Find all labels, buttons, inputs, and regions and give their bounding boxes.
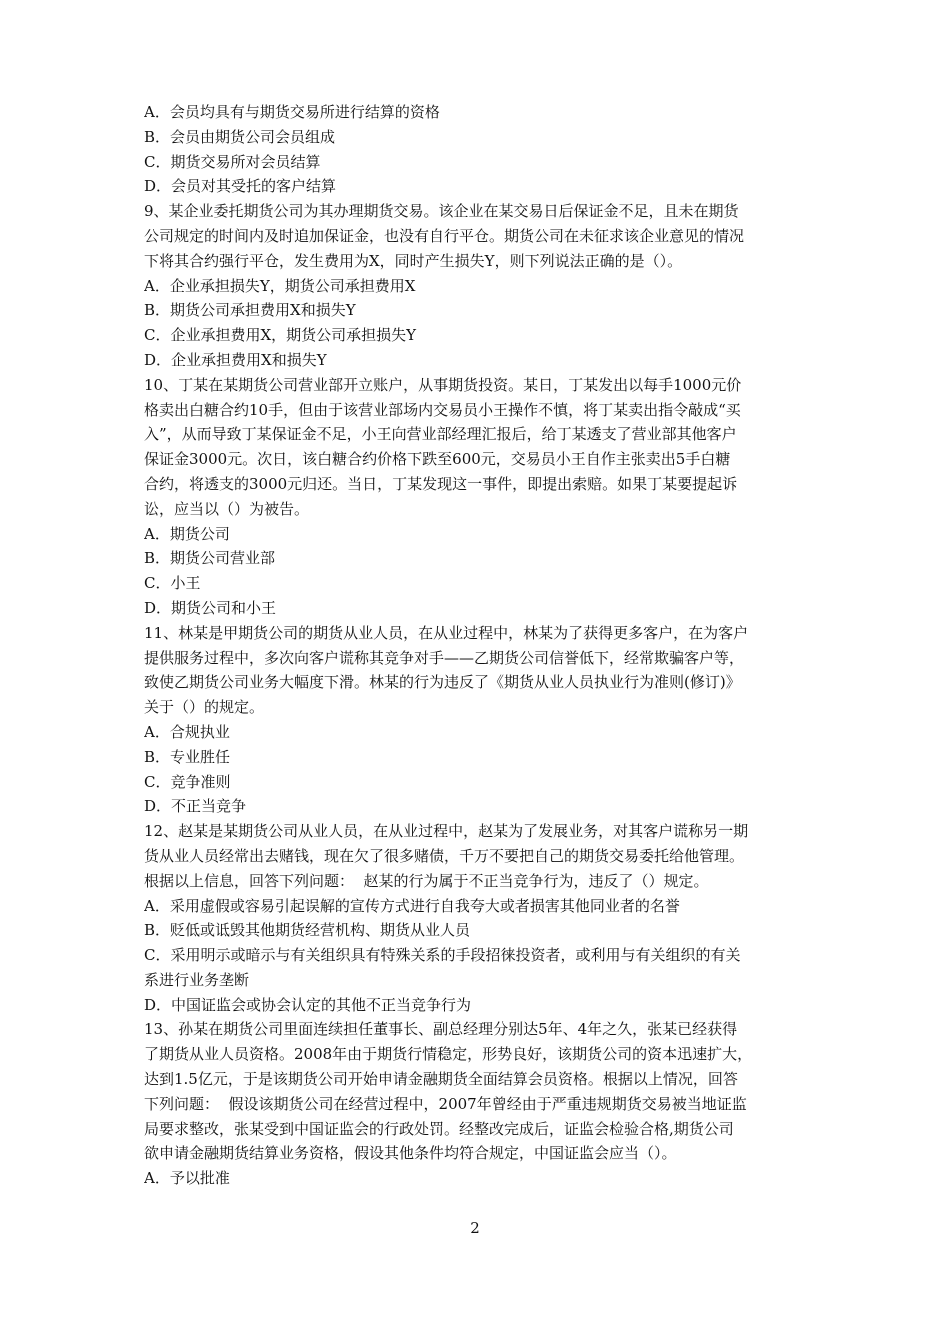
text-line: A．会员均具有与期货交易所进行结算的资格 (144, 103, 440, 121)
text-line: 13、孙某在期货公司里面连续担任董事长、副总经理分别达5年、4年之久，张某已经获得 (144, 1020, 738, 1039)
text-line: D．会员对其受托的客户结算 (144, 177, 337, 196)
text-line: 讼，应当以（）为被告。 (144, 499, 310, 518)
text-line: 系进行业务垄断 (144, 970, 250, 989)
text-line: 下将其合约强行平仓，发生费用为X，同时产生损失Y，则下列说法正确的是（）。 (144, 251, 683, 270)
document-page (144, 100, 816, 1191)
text-line: 根据以上信息，回答下列问题： 赵某的行为属于不正当竞争行为，违反了（）规定。 (144, 871, 709, 890)
text-line: 欲申请金融期货结算业务资格，假设其他条件均符合规定，中国证监会应当（）。 (144, 1144, 677, 1163)
text-line: 保证金3000元。次日，该白糖合约价格下跌至600元，交易员小王自作主张卖出5手白糖 (144, 450, 731, 469)
text-line: C．期货交易所对会员结算 (144, 152, 321, 171)
text-line: B．专业胜任 (144, 747, 231, 766)
text-line: C．采用明示或暗示与有关组织具有特殊关系的手段招徕投资者，或利用与有关组织的有关 (144, 946, 741, 965)
text-line: B．会员由期货公司会员组成 (144, 127, 336, 146)
text-line: B．期货公司承担费用X和损失Y (144, 301, 356, 320)
text-line: D．中国证监会或协会认定的其他不正当竞争行为 (144, 995, 472, 1014)
text-line: A．期货公司 (144, 524, 230, 543)
text-line: 致使乙期货公司业务大幅度下滑。林某的行为违反了《期货从业人员执业行为准则(修订)》 (144, 673, 741, 692)
text-line: 入”，从而导致丁某保证金不足，小王向营业部经理汇报后，给丁某透支了营业部其他客户 (144, 425, 737, 444)
text-line: B．贬低或诋毁其他期货经营机构、期货从业人员 (144, 921, 471, 940)
text-line: C．企业承担费用X，期货公司承担损失Y (144, 326, 417, 345)
text-line: 10、丁某在某期货公司营业部开立账户，从事期货投资。某日，丁某发出以每手1000元价 (144, 375, 742, 394)
text-line: 局要求整改，张某受到中国证监会的行政处罚。经整改完成后，证监会检验合格,期货公司 (144, 1119, 734, 1138)
text-line: 提供服务过程中，多次向客户谎称其竞争对手——乙期货公司信誉低下，经常欺骗客户等， (144, 648, 745, 667)
text-line: A．予以批准 (144, 1169, 230, 1188)
text-line: 12、赵某是某期货公司从业人员，在从业过程中，赵某为了发展业务，对其客户谎称另一期 (144, 822, 749, 841)
text-line: A．采用虚假或容易引起误解的宣传方式进行自我夸大或者损害其他同业者的名誉 (144, 896, 680, 915)
text-line: 格卖出白糖合约10手，但由于该营业部场内交易员小王操作不慎，将丁某卖出指令敲成“买 (144, 400, 741, 419)
text-line: 下列问题： 假设该期货公司在经营过程中，2007年曾经由于严重违规期货交易被当地证监 (144, 1094, 747, 1113)
text-line: 9、某企业委托期货公司为其办理期货交易。该企业在某交易日后保证金不足，且未在期货 (144, 202, 739, 221)
text-line: 达到1.5亿元，于是该期货公司开始申请金融期货全面结算会员资格。根据以上情况，回答 (144, 1070, 738, 1089)
text-line: D．企业承担费用X和损失Y (144, 350, 327, 369)
text-line: D．期货公司和小王 (144, 598, 277, 617)
text-line: B．期货公司营业部 (144, 549, 276, 568)
text-line: D．不正当竞争 (144, 797, 247, 816)
text-line: A．企业承担损失Y，期货公司承担费用X (144, 276, 416, 295)
text-line: 合约，将透支的3000元归还。当日，丁某发现这一事件，即提出索赔。如果丁某要提起诉 (144, 474, 738, 493)
text-line: 关于（）的规定。 (144, 698, 265, 717)
page-number: 2 (470, 1219, 480, 1237)
text-line: A．合规执业 (144, 722, 230, 741)
text-line: C．小王 (144, 574, 201, 593)
text-line: 货从业人员经常出去赌钱，现在欠了很多赌债，千万不要把自己的期货交易委托给他管理。 (144, 846, 745, 865)
text-line: 了期货从业人员资格。2008年由于期货行情稳定，形势良好，该期货公司的资本迅速扩大， (144, 1045, 753, 1064)
text-line: C．竞争准则 (144, 772, 231, 791)
text-line: 公司规定的时间内及时追加保证金，也没有自行平仓。期货公司在未征求该企业意见的情况 (144, 226, 745, 245)
text-line: 11、林某是甲期货公司的期货从业人员，在从业过程中，林某为了获得更多客户，在为客户 (144, 623, 749, 642)
